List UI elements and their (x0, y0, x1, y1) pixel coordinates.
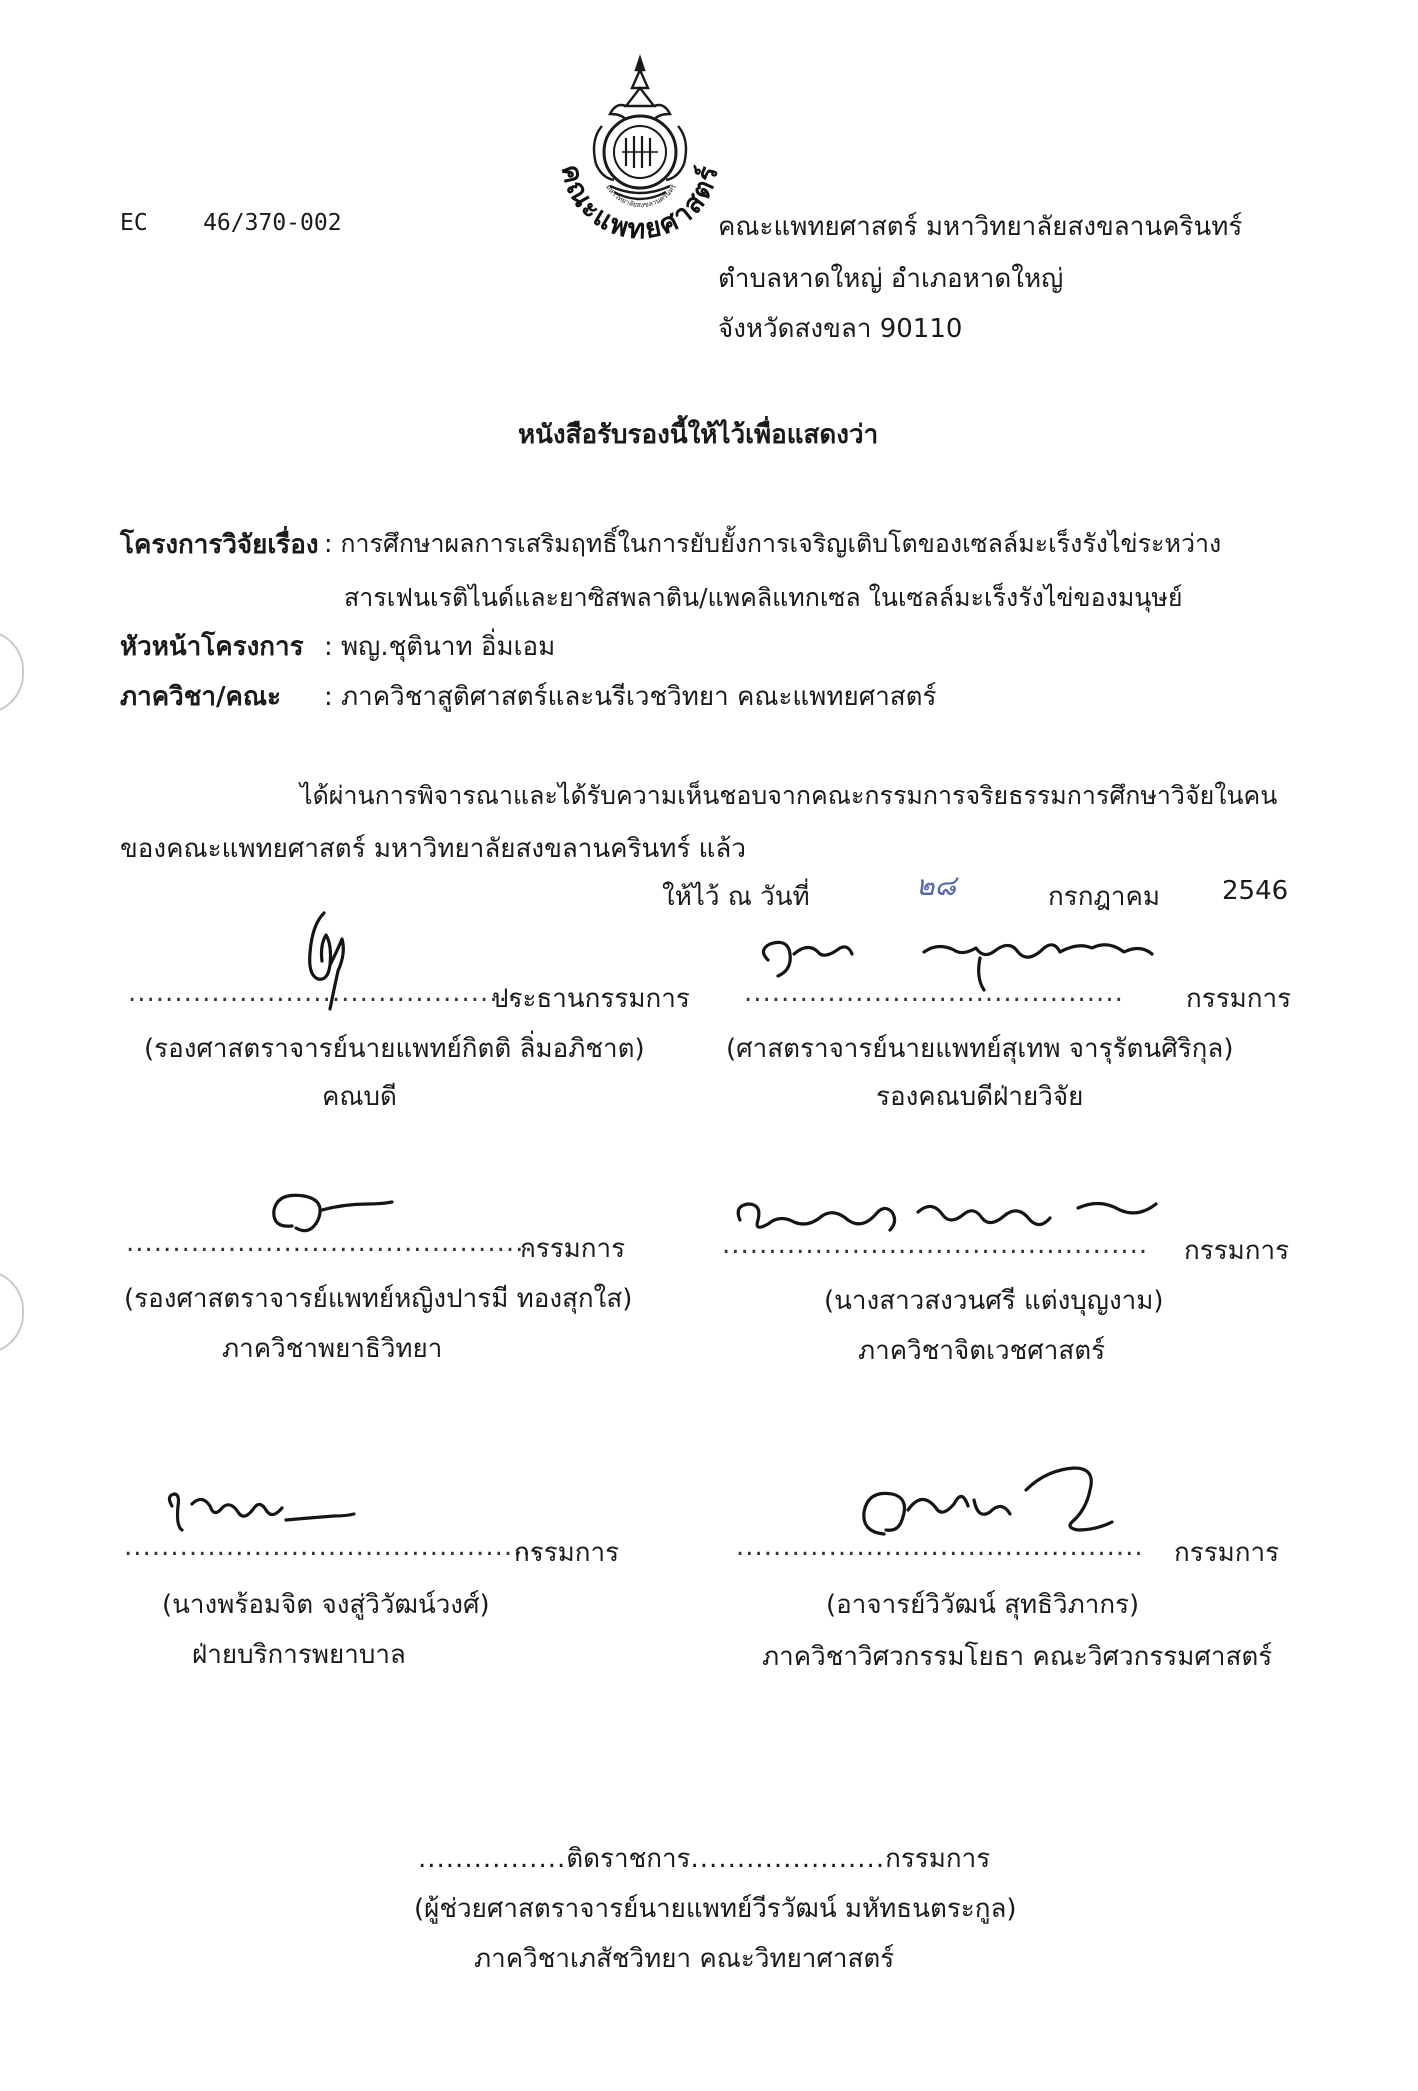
signatory-role: กรรมการ (1174, 1538, 1280, 1568)
project-title-line-2: สารเฟนเรติไนด์และยาซิสพลาติน/แพคลิแทกเซล ในเซลล์มะเร็งรังไข่ของมนุษย์ (344, 583, 1183, 612)
absence-status: ติดราชการ (566, 1844, 691, 1874)
address-line-1: คณะแพทยศาสตร์ มหาวิทยาลัยสงขลานครินทร์ (718, 212, 1243, 242)
signatory-name: (รองศาสตราจารย์แพทย์หญิงปารมี ทองสุกใส) (124, 1284, 633, 1314)
signatory-position: ภาควิชาวิศวกรรมโยธา คณะวิศวกรรมศาสตร์ (762, 1642, 1273, 1672)
date-month: กรกฎาคม (1048, 882, 1161, 912)
signatory-role: กรรมการ (1184, 1236, 1290, 1266)
signatory-position: ภาควิชาจิตเวชศาสตร์ (858, 1336, 1106, 1366)
seal-inner-text: มหาวิทยาลัยสงขลานครินทร์ (604, 183, 678, 210)
document-title: หนังสือรับรองนี้ให้ไว้เพื่อแสดงว่า (518, 420, 879, 450)
faculty-seal-emblem (540, 40, 740, 250)
signatory-role: กรรมการ (1186, 984, 1292, 1014)
date-year: 2546 (1222, 876, 1289, 906)
signatory-role: ประธานกรรมการ (492, 984, 690, 1014)
date-label: ให้ไว้ ณ วันที่ (662, 882, 810, 912)
signatory-name: (รองศาสตราจารย์นายแพทย์กิตติ ลิ่มอภิชาต) (144, 1034, 645, 1064)
signatory-position: คณบดี (322, 1082, 397, 1112)
signature-line: ..................... (690, 1844, 886, 1874)
approval-text-line-1: ได้ผ่านการพิจารณาและได้รับความเห็นชอบจากคณะกรรมการจริยธรรมการศึกษาวิจัยในคน (300, 781, 1278, 810)
approval-text-line-2: ของคณะแพทยศาสตร์ มหาวิทยาลัยสงขลานครินทร์ แล้ว (120, 834, 746, 864)
signature-line: ......................................... (744, 978, 1124, 1008)
address-line-2: ตำบลหาดใหญ่ อำเภอหาดใหญ่ (718, 264, 1064, 294)
seal-text: คณะแพทยศาสตร์ (554, 161, 726, 246)
project-title-line-1: : การศึกษาผลการเสริมฤทธิ์ในการยับยั้งการเจริญเติบโตของเซลล์มะเร็งรังไข่ระหว่าง (324, 529, 1222, 558)
handwritten-signature (158, 1486, 358, 1536)
signature-line: .......................................... (128, 978, 518, 1008)
signatory-position: รองคณบดีฝ่ายวิจัย (876, 1082, 1084, 1112)
project-head-value: : พญ.ชุตินาท อิ่มเอม (324, 632, 556, 662)
signature-line: ............................................ (126, 1228, 534, 1258)
signatory-role: กรรมการ (514, 1538, 620, 1568)
department-value: : ภาควิชาสูติศาสตร์และนรีเวชวิทยา คณะแพทยศาสตร์ (324, 682, 937, 712)
signatory-name: (อาจารย์วิวัฒน์ สุทธิวิภากร) (826, 1590, 1140, 1620)
date-day-handwritten: ๒๘ (916, 869, 957, 902)
signatory-position: ภาควิชาเภสัชวิทยา คณะวิทยาศาสตร์ (474, 1944, 895, 1974)
signatory-name: (นางพร้อมจิต จงสู่วิวัฒน์วงศ์) (162, 1590, 490, 1620)
department-label: ภาควิชา/คณะ (120, 682, 281, 712)
signature-line: ............................................. (124, 1532, 541, 1562)
punch-hole (0, 630, 24, 714)
project-head-label: หัวหน้าโครงการ (120, 632, 304, 662)
reference-number: EC 46/370-002 (120, 210, 342, 236)
address-line-3: จังหวัดสงขลา 90110 (718, 314, 963, 344)
signatory-name: (ศาสตราจารย์นายแพทย์สุเทพ จารุรัตนศิริกุล) (726, 1034, 1234, 1064)
signature-line: ............................................ (736, 1532, 1144, 1562)
signatory-role: กรรมการ (520, 1234, 626, 1264)
punch-hole (0, 1270, 24, 1354)
signature-line: ................ (418, 1844, 567, 1874)
signatory-name: (ผู้ช่วยศาสตราจารย์นายแพทย์วีรวัฒน์ มหัทธนตระกูล) (414, 1894, 1017, 1924)
signatory-position: ฝ่ายบริการพยาบาล (192, 1640, 406, 1670)
signatory-role: กรรมการ (885, 1844, 991, 1874)
signatory-name: (นางสาวสงวนศรี แต่งบุญงาม) (824, 1286, 1164, 1316)
project-title-label: โครงการวิจัยเรื่อง (120, 530, 319, 560)
signature-line: .............................................. (722, 1230, 1149, 1260)
absent-signature-line (418, 1838, 990, 1879)
signatory-position: ภาควิชาพยาธิวิทยา (222, 1334, 443, 1364)
